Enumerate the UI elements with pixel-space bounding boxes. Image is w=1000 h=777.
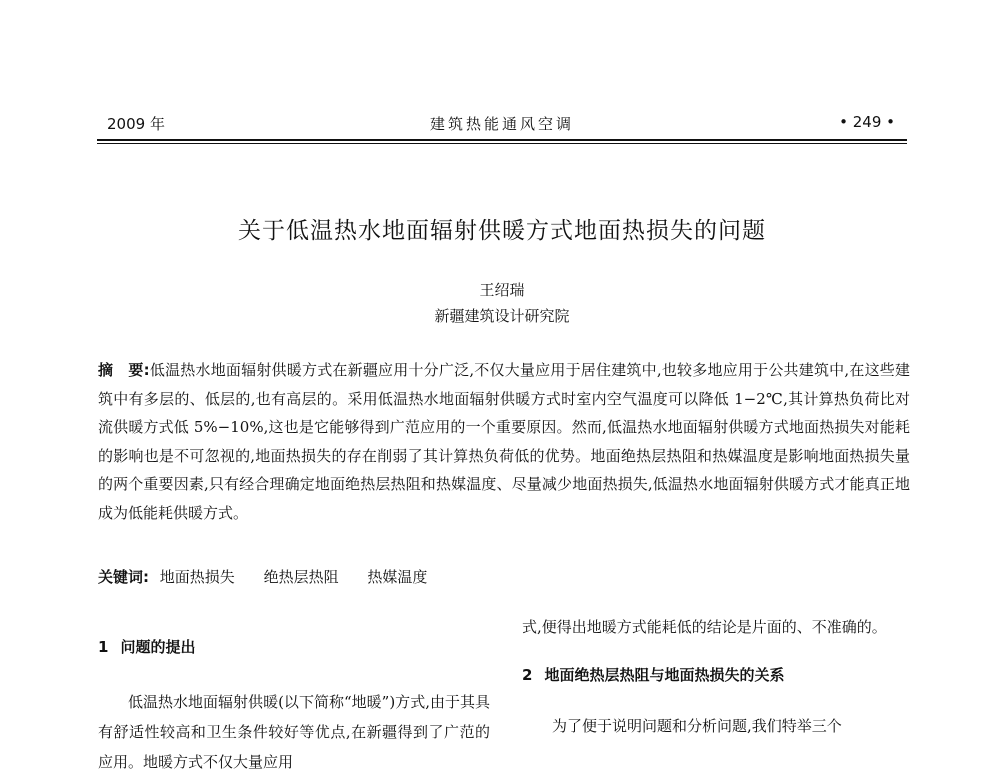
header-year: 2009 年 [107,115,165,133]
left-column [98,620,490,777]
abstract-text: 低温热水地面辐射供暖方式在新疆应用十分广泛,不仅大量应用于居住建筑中,也较多地应用于公共建筑中,在这些建筑中有多层的、低层的,也有高层的。采用低温热水地面辐射供暖方式时室内空气温度可以降低 1−2℃,其计算热负荷比对流供暖方式低 5%−10%,这也是它能够得到广范应用的一个重要原因。然而,低温热水地面辐射供暖方式地面热损失对能耗的影响也是不可忽视的,地面热损失的存在削弱了其计算热负荷低的优势。地面绝热层热阻和热媒温度是影响地面热损失量的两个重要因素,只有经合理确定地面绝热层热阻和热媒温度、尽量减少地面热损失,低温热水地面辐射供暖方式才能真正地成为低能耗供暖方式。 [98,361,911,522]
abstract-label: 摘 要: [98,361,150,379]
keyword: 地面热损失 [159,568,235,586]
section-2-heading [522,664,912,685]
header-rule-thin [97,143,907,144]
keyword: 热媒温度 [367,568,428,586]
section-1-heading [98,636,490,657]
paper-title: 关于低温热水地面辐射供暖方式地面热损失的问题 [238,218,766,244]
section-2-paragraph: 为了便于说明问题和分析问题,我们特举三个 [552,717,842,735]
keyword: 绝热层热阻 [263,568,339,586]
author-affiliation: 新疆建筑设计研究院 [434,307,570,325]
keywords-label: 关键词: [98,568,149,586]
continuation-paragraph: 式,便得出地暖方式能耗低的结论是片面的、不准确的。 [522,618,887,636]
section-1-number: 1 [98,638,109,656]
author-name: 王绍瑞 [479,281,525,299]
header-rule-thick [97,139,907,141]
journal-name: 建筑热能通风空调 [429,115,574,133]
section-2-number: 2 [522,666,533,684]
right-column [522,612,912,741]
page-number: • 249 • [839,113,895,131]
section-1-title: 问题的提出 [120,638,196,656]
abstract [98,356,910,527]
section-2-title: 地面绝热层热阻与地面热损失的关系 [544,666,785,684]
section-1-paragraph: 低温热水地面辐射供暖(以下简称“地暖”)方式,由于其具有舒适性较高和卫生条件较好等优点,在新疆得到了广范的应用。地暖方式不仅大量应用 [98,693,490,771]
running-header [97,113,907,135]
keywords [98,566,910,587]
